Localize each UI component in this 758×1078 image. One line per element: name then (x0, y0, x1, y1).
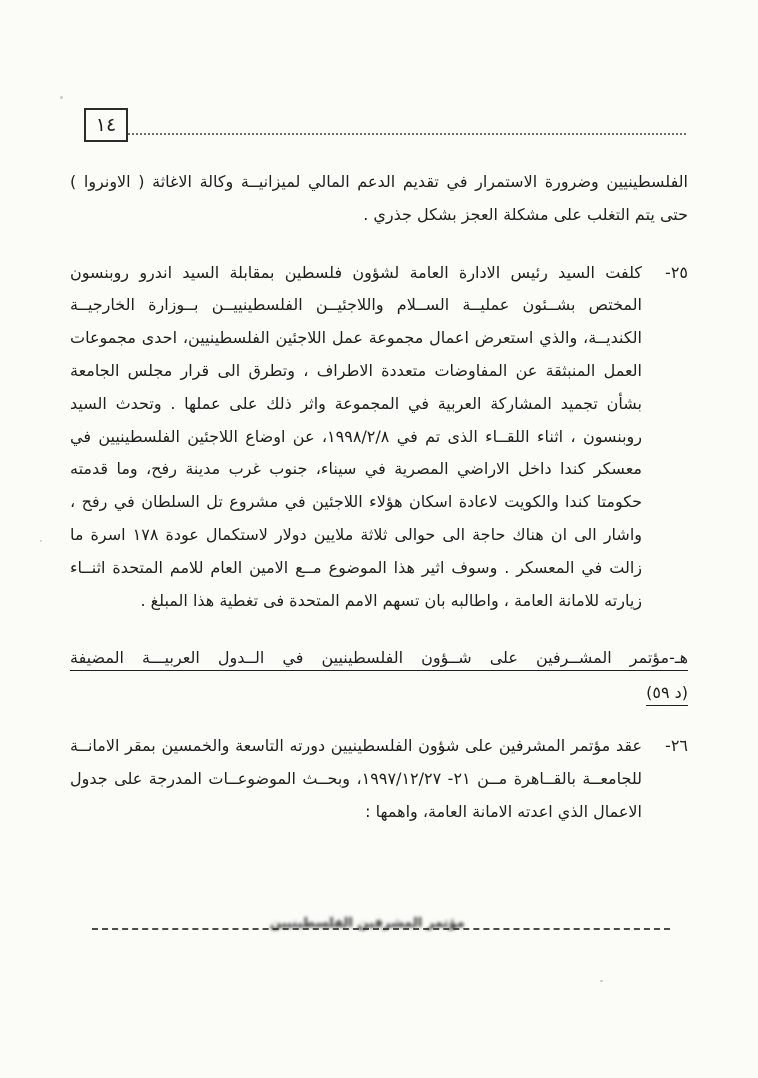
page-header (84, 104, 686, 142)
scan-speckle (40, 540, 42, 542)
section-heading-ref: (د ٥٩) (646, 683, 688, 703)
section-heading (70, 642, 688, 710)
page-number: ١٤ (95, 114, 117, 136)
page-number-box (84, 108, 128, 142)
numbered-item-26 (70, 730, 688, 828)
footer-stamp: مؤتمر المشرفين الفلسطينيين (270, 916, 465, 931)
intro-paragraph: الفلسطينيين وضرورة الاستمرار في تقديم الدعم المالي لميزانيــة وكالة الاغاثة ( الاونروا ) حتى يتم التغلب على مشكلة العجز بشكل جذري . (70, 172, 688, 224)
item-26-number: ٢٦- (665, 735, 688, 755)
header-rule (128, 133, 686, 135)
item-26-text: عقد مؤتمر المشرفين على شؤون الفلسطينيين دورته التاسعة والخمسين بمقر الامانــة للجامعــة بالقــاهرة مــن ٢١- ١٩٩٧/١٢/٢٧، وبحــث الموضوعــات المدرجة على جدول الاعمال الذي اعدته الامانة العامة، واهمها : (70, 735, 643, 821)
document-body (70, 166, 688, 853)
page-footer (92, 914, 670, 942)
numbered-item-25 (70, 257, 688, 618)
scan-speckle (600, 980, 603, 982)
item-25-text: كلفت السيد رئيس الادارة العامة لشؤون فلسطين بمقابلة السيد اندرو روبنسون المختص بشــئون عمليــة الســلام واللاجئيــن الفلسطينييــن بــوزارة الخارجيــة الكنديــة، والذي استعرض اعمال مجموعة عمل اللاجئين الفلسطينيين، احدى مجموعات العمل المنبثقة عن المفاوضات متعددة الاطراف ، وتطرق الى قرار مجلس الجامعة بشأن تجميد المشاركة العربية في المجموعة واثر ذلك على عملها . وتحدث السيد روبنسون ، اثناء اللقــاء الذى تم في ١٩٩٨/٢/٨، عن اوضاع اللاجئين الفلسطينيين في معسكر كندا داخل الاراضي المصرية في سيناء، جنوب غرب مدينة رفح، وما قدمته حكومتا كندا والكويت لاعادة اسكان هؤلاء اللاجئين في مشروع تل السلطان في رفح ، واشار الى ان هناك حاجة الى حوالى ثلاثة ملايين دولار لاستكمال عودة ١٧٨ اسرة ما زالت في المعسكر . وسوف اثير هذا الموضوع مــع الامين العام للامم المتحدة اثنــاء زيارته للامانة العامة ، واطالبه بان تسهم الامم المتحدة فى تغطية هذا المبلغ . (70, 262, 643, 610)
scan-speckle (60, 96, 63, 99)
item-25-number: ٢٥- (665, 262, 688, 282)
section-heading-title: هـ-مؤتمر المشــرفين على شــؤون الفلسطينيين في الــدول العربيـــة المضيفة (70, 648, 688, 668)
